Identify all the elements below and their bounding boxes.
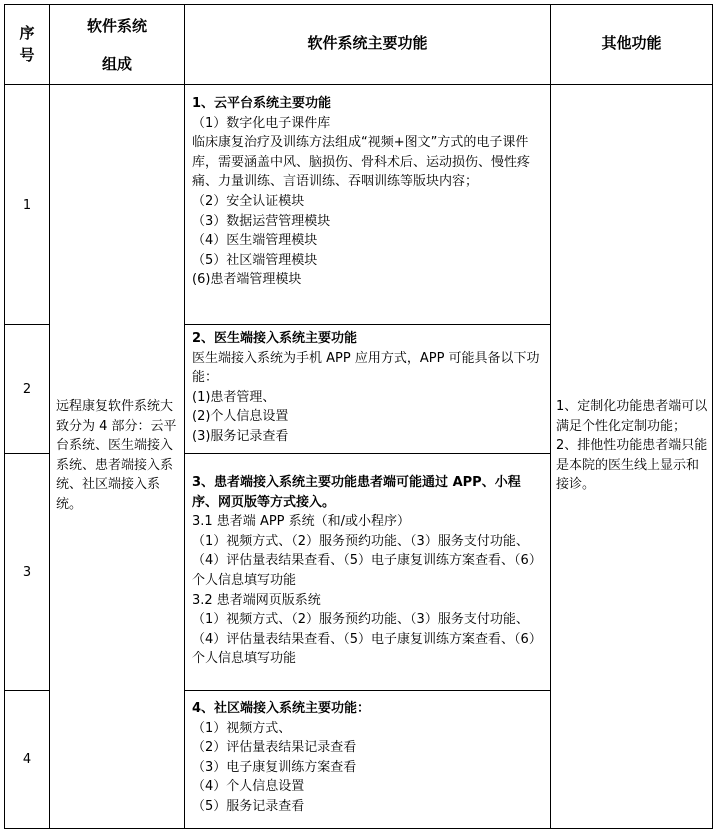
row-number-1: 1	[22, 198, 32, 213]
row2-line-1: 医生端接入系统为手机 APP 应用方式，APP 可能具备以下功能：	[192, 350, 540, 386]
header-composition-line1: 软件系统	[86, 17, 147, 35]
col2-right-border	[184, 4, 185, 829]
row1-bottom-border-main	[184, 324, 550, 325]
row-number-4: 4	[22, 752, 32, 767]
row2-line-2: (1)患者管理、	[192, 389, 276, 405]
row1-line-5: （4）医生端管理模块	[192, 233, 318, 249]
col1-right-border	[49, 4, 50, 829]
row1-line-1: （1）数字化电子课件库	[192, 115, 331, 131]
row1-bottom-border	[4, 324, 49, 325]
row1-line-2: 临床康复治疗及训练方法组成“视频+图文”方式的电子课件库，需要涵盖中风、脑损伤、骨科术后、运动损伤、慢性疼痛、力量训练、言语训练、吞咽训练等版块内容；	[192, 135, 531, 190]
row2-bottom-border	[4, 453, 49, 454]
row1-line-3: （2）安全认证模块	[192, 193, 305, 209]
row2-bottom-border-main	[184, 453, 550, 454]
row1-line-7: (6)患者端管理模块	[192, 272, 302, 288]
row4-line-2: （2）评估量表结果记录查看	[192, 740, 357, 756]
row2-content	[192, 329, 546, 447]
row3-line-4: （1）视频方式、（2）服务预约功能、（3）服务支付功能、（4）评估量表结果查看、（5）电子康复训练方案查看、（6）个人信息填写功能	[192, 612, 542, 667]
row2-title: 2、医生端接入系统主要功能	[192, 331, 358, 346]
row1-content	[192, 94, 546, 290]
row4-content	[192, 699, 546, 817]
row4-line-1: （1）视频方式、	[192, 720, 292, 736]
table-left-border	[4, 4, 5, 829]
row-number-3: 3	[22, 565, 32, 580]
row1-title: 1、云平台系统主要功能	[192, 96, 332, 111]
header-main-functions: 软件系统主要功能	[307, 34, 428, 52]
header-composition	[50, 13, 184, 77]
row1-line-6: （5）社区端管理模块	[192, 252, 318, 268]
row4-line-5: （5）服务记录查看	[192, 798, 305, 814]
table-right-border	[712, 4, 713, 829]
col3-right-border	[550, 4, 551, 829]
row4-line-4: （4）个人信息设置	[192, 779, 305, 795]
composition-text: 远程康复软件系统大致分为 4 部分：云平台系统、医生端接入系统、患者端接入系统、社区端接入系统。	[56, 399, 177, 512]
header-seq-line1: 序	[19, 24, 35, 42]
header-composition-line2: 组成	[101, 55, 132, 73]
row2-line-4: (3)服务记录查看	[192, 428, 289, 444]
row-number-2: 2	[22, 382, 32, 397]
table-bottom-border	[4, 828, 713, 829]
row2-line-3: (2)个人信息设置	[192, 409, 289, 425]
other-function-1: 1、定制化功能患者端可以满足个性化定制功能；	[556, 399, 708, 434]
row1-line-4: （3）数据运营管理模块	[192, 213, 331, 229]
other-function-2: 2、排他性功能患者端只能是本院的医生线上显示和接诊。	[556, 438, 708, 493]
row3-bottom-border-main	[184, 690, 550, 691]
header-other-functions: 其他功能	[601, 34, 662, 52]
row4-title: 4、社区端接入系统主要功能：	[192, 701, 371, 716]
header-bottom-border	[4, 84, 713, 85]
row3-bottom-border	[4, 690, 49, 691]
row3-content	[192, 473, 546, 669]
row3-line-3: 3.2 患者端网页版系统	[192, 592, 321, 608]
row3-title: 3、患者端接入系统主要功能患者端可能通过 APP、小程序、网页版等方式接入。	[192, 475, 521, 510]
table-top-border	[4, 4, 713, 5]
row3-line-2: （1）视频方式、（2）服务预约功能、（3）服务支付功能、（4）评估量表结果查看、（5）电子康复训练方案查看、（6）个人信息填写功能	[192, 533, 542, 588]
header-seq	[5, 22, 49, 66]
row3-line-1: 3.1 患者端 APP 系统（和/或小程序）	[192, 514, 411, 530]
header-seq-line2: 号	[19, 46, 35, 64]
other-functions-content	[556, 397, 708, 495]
row4-line-3: （3）电子康复训练方案查看	[192, 759, 357, 775]
